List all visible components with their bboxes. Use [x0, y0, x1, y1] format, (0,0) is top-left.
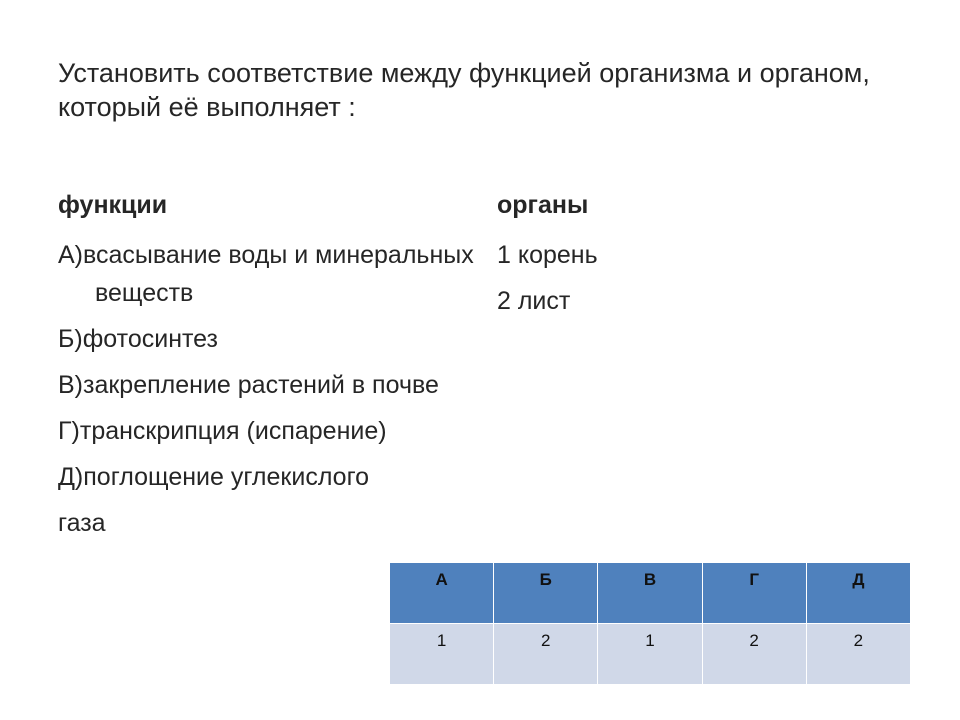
answer-table-value-row	[390, 624, 911, 685]
function-item-a: А)всасывание воды и минеральных веществ	[58, 241, 474, 307]
function-item-g: Г)транскрипция (испарение)	[58, 417, 387, 445]
organs-list	[497, 236, 797, 328]
organ-item-2: 2 лист	[497, 287, 571, 315]
organs-heading: органы	[497, 191, 589, 219]
function-item-b: Б)фотосинтез	[58, 325, 218, 353]
functions-heading: функции	[58, 191, 168, 219]
function-item-d-continued: газа	[58, 509, 106, 537]
answer-header-d: Д	[806, 563, 910, 624]
answer-header-v: В	[598, 563, 702, 624]
organ-item-1: 1 корень	[497, 241, 598, 269]
function-item-v: В)закрепление растений в почве	[58, 371, 439, 399]
answer-value-a: 1	[390, 624, 494, 685]
answer-value-b: 2	[494, 624, 598, 685]
answer-table-header-row	[390, 563, 911, 624]
answer-header-g: Г	[702, 563, 806, 624]
answer-value-v: 1	[598, 624, 702, 685]
answer-header-a: А	[390, 563, 494, 624]
functions-list	[58, 236, 478, 550]
function-item-d: Д)поглощение углекислого	[58, 463, 370, 491]
answer-value-g: 2	[702, 624, 806, 685]
slide-title: Установить соответствие между функцией организма и органом, который её выполняет :	[58, 58, 870, 122]
answer-header-b: Б	[494, 563, 598, 624]
answer-table	[389, 562, 911, 685]
answer-value-d: 2	[806, 624, 910, 685]
